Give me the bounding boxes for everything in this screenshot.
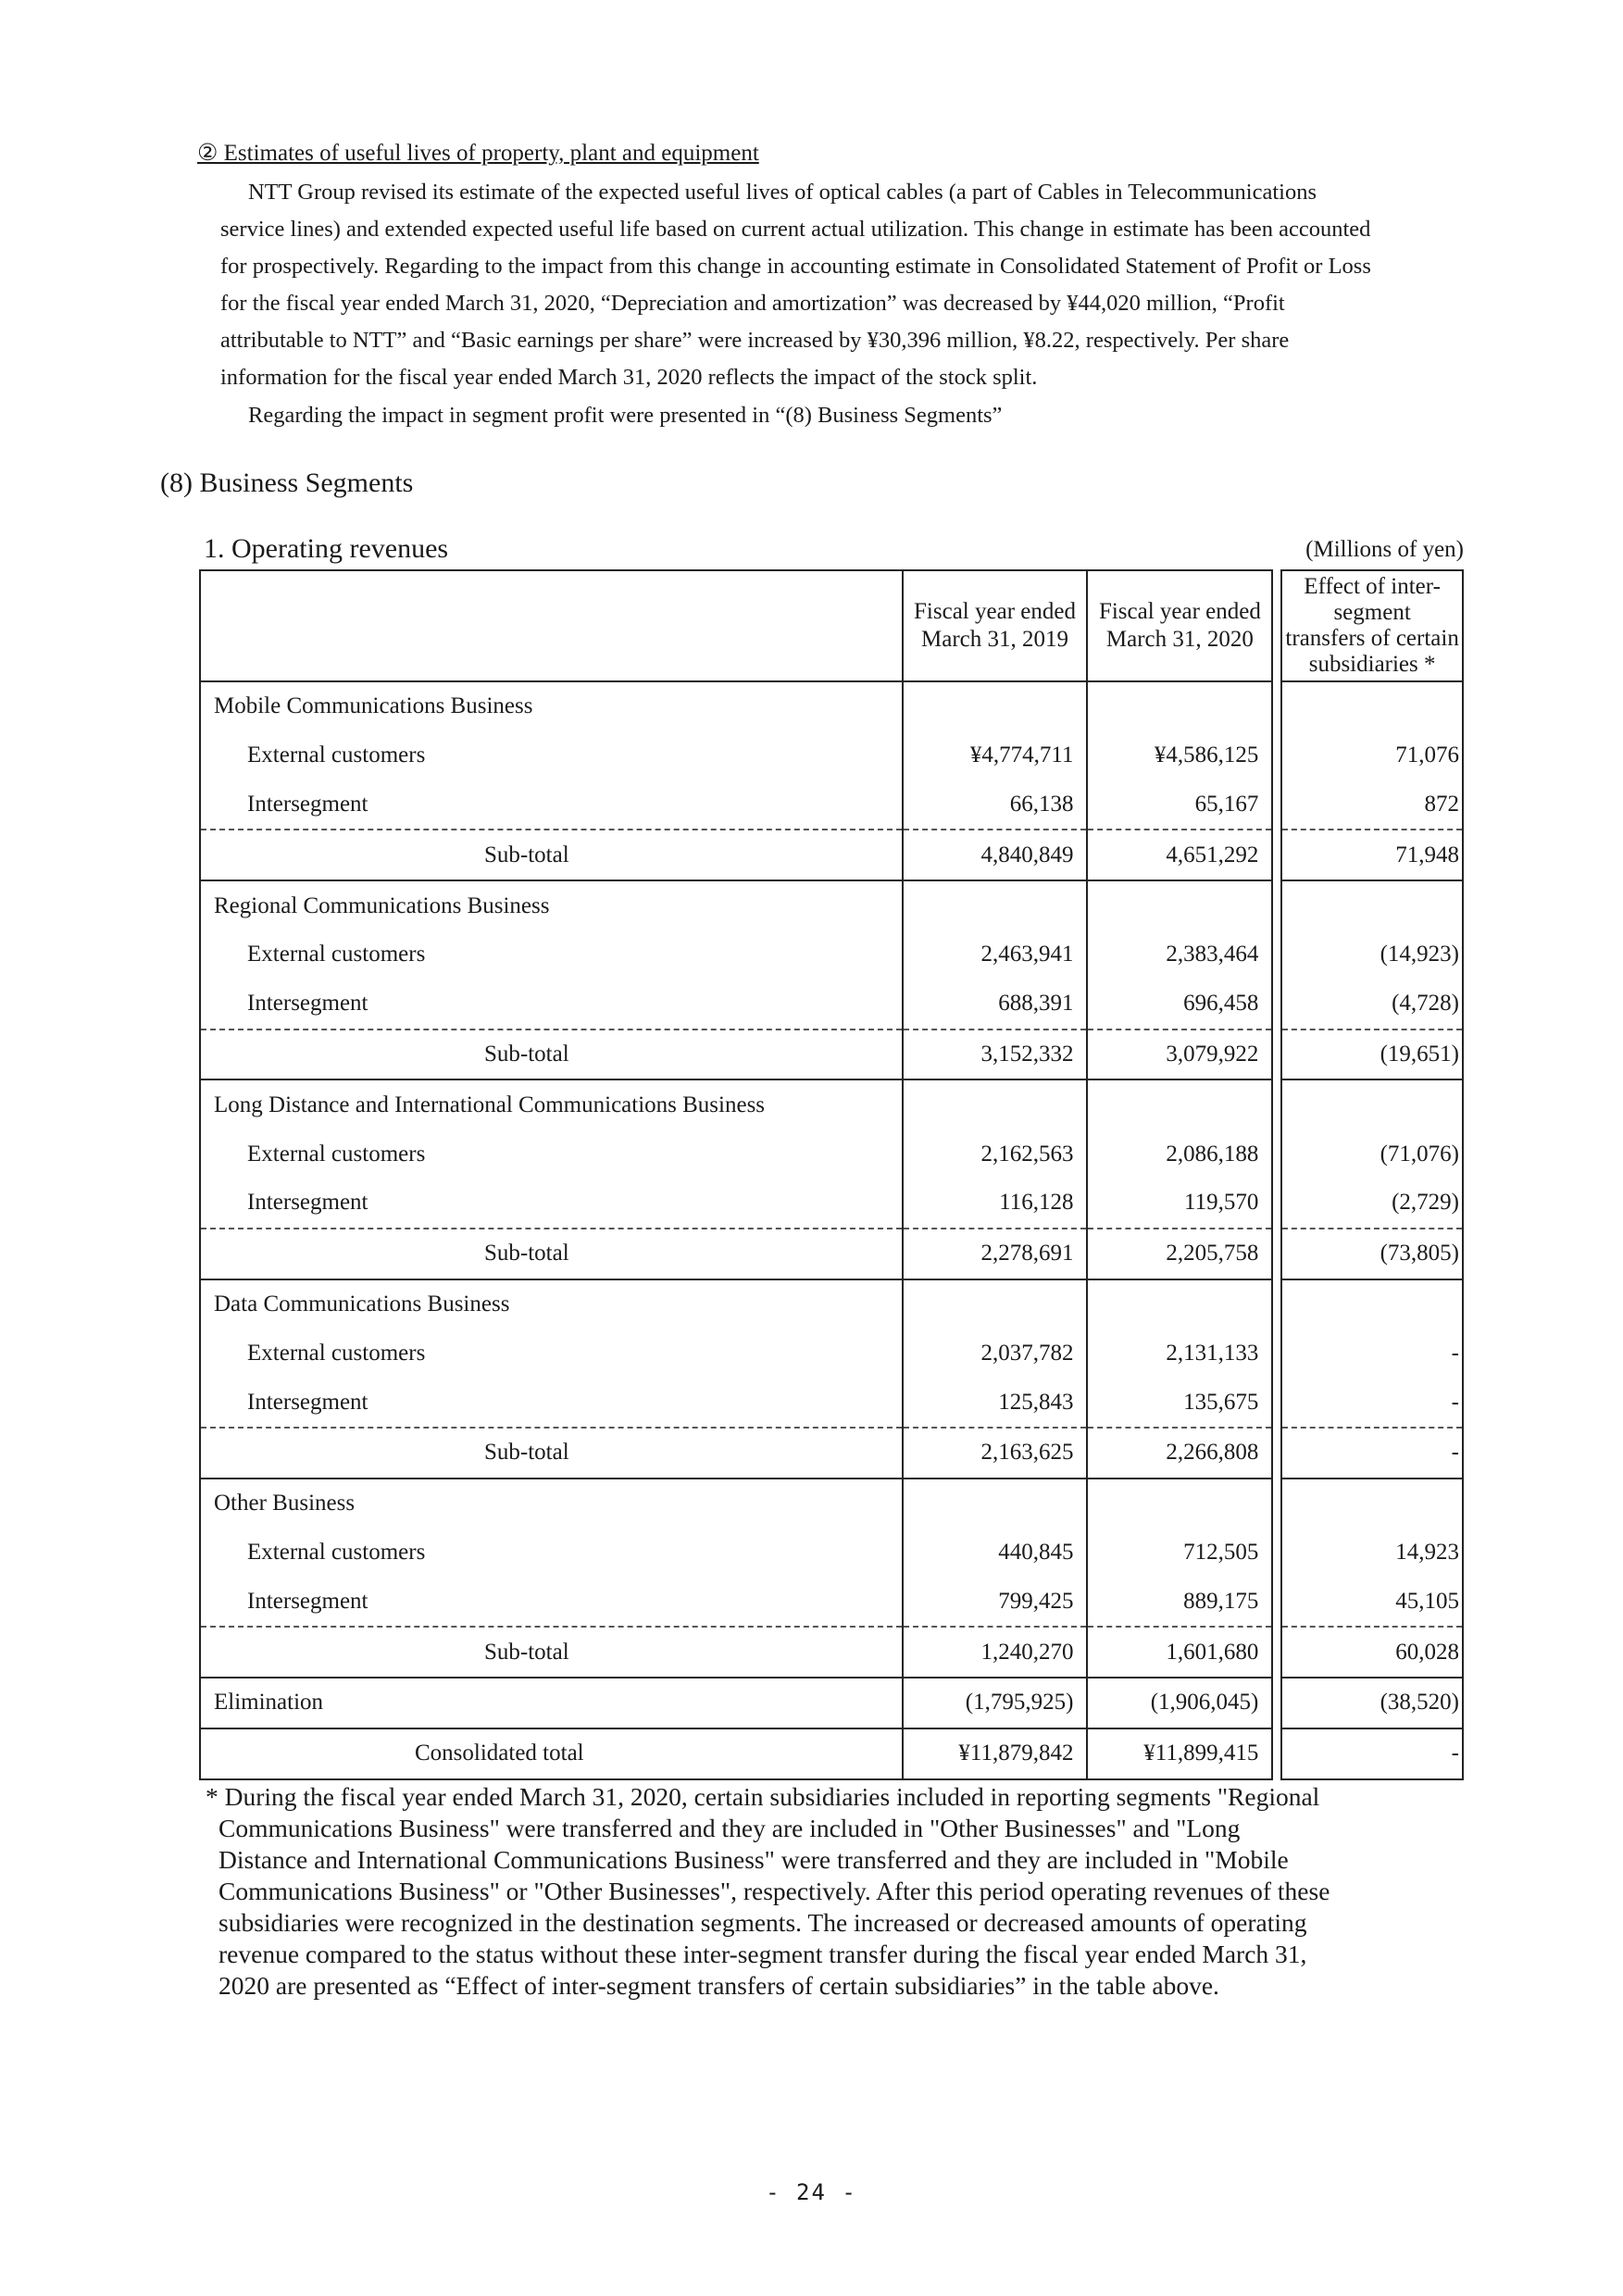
header-fy2019-line1: Fiscal year ended <box>914 599 1076 624</box>
value-fy2019: ¥11,879,842 <box>903 1728 1088 1779</box>
value-fy2020: 4,651,292 <box>1087 830 1272 880</box>
value-fy2019 <box>903 1479 1088 1529</box>
row-label: External customers <box>200 1529 903 1578</box>
value-effect <box>1281 681 1463 731</box>
value-fy2020: 3,079,922 <box>1087 1029 1272 1080</box>
header-fy2019-line2: March 31, 2019 <box>921 627 1068 652</box>
value-fy2020: 2,266,808 <box>1087 1428 1272 1479</box>
value-fy2019: 125,843 <box>903 1378 1088 1428</box>
value-fy2019: 2,278,691 <box>903 1229 1088 1279</box>
value-effect: (73,805) <box>1281 1229 1463 1279</box>
operating-revenues-table <box>199 569 1464 1780</box>
row-label: Long Distance and International Communications Business <box>200 1079 903 1129</box>
table-row <box>200 1179 1463 1229</box>
value-effect <box>1281 1079 1463 1129</box>
value-fy2020: 889,175 <box>1087 1577 1272 1627</box>
row-label: Data Communications Business <box>200 1279 903 1329</box>
consolidated-total-row <box>200 1728 1463 1779</box>
header-effect <box>1281 570 1463 681</box>
value-fy2020: 65,167 <box>1087 780 1272 830</box>
value-fy2020: (1,906,045) <box>1087 1678 1272 1728</box>
subtotal-row <box>200 830 1463 880</box>
value-fy2020: 135,675 <box>1087 1378 1272 1428</box>
column-gap <box>1272 930 1281 980</box>
value-fy2020: 712,505 <box>1087 1529 1272 1578</box>
segment-name-row <box>200 1079 1463 1129</box>
footnote-line: 2020 are presented as “Effect of inter-segment transfers of certain subsidiaries” in the table above. <box>218 1971 1219 2000</box>
row-label: Consolidated total <box>200 1728 903 1779</box>
column-gap <box>1272 980 1281 1029</box>
row-label: Sub-total <box>200 1627 903 1678</box>
table-row <box>200 980 1463 1029</box>
column-gap <box>1272 1229 1281 1279</box>
column-gap <box>1272 1577 1281 1627</box>
column-gap <box>1272 1529 1281 1578</box>
value-effect: 60,028 <box>1281 1627 1463 1678</box>
column-gap <box>1272 1627 1281 1678</box>
segment-name-row <box>200 1279 1463 1329</box>
value-fy2019 <box>903 1279 1088 1329</box>
column-gap <box>1272 780 1281 830</box>
value-fy2020 <box>1087 1079 1272 1129</box>
value-fy2019: 688,391 <box>903 980 1088 1029</box>
value-fy2020: 2,131,133 <box>1087 1329 1272 1378</box>
column-gap <box>1272 731 1281 780</box>
column-gap <box>1272 570 1281 681</box>
header-blank-cell <box>200 570 903 681</box>
footnote-line: Communications Business" or "Other Businesses", respectively. After this period operating revenues of these <box>218 1877 1330 1905</box>
column-gap <box>1272 1129 1281 1179</box>
column-gap <box>1272 1179 1281 1229</box>
value-fy2019: 799,425 <box>903 1577 1088 1627</box>
value-fy2019: 66,138 <box>903 780 1088 830</box>
value-effect: 71,948 <box>1281 830 1463 880</box>
subtotal-row <box>200 1627 1463 1678</box>
segment-name-row <box>200 681 1463 731</box>
value-fy2020: 2,383,464 <box>1087 930 1272 980</box>
footnote-line: * During the fiscal year ended March 31, 2020, certain subsidiaries included in reporting segments "Regional <box>206 1782 1320 1811</box>
row-label: Intersegment <box>200 780 903 830</box>
value-fy2019: 4,840,849 <box>903 830 1088 880</box>
footnote <box>206 1781 1483 2002</box>
useful-lives-paragraph <box>220 174 1479 434</box>
paragraph-line: service lines) and extended expected useful life based on current actual utilization. This change in estimate has been accounted <box>220 217 1371 242</box>
column-gap <box>1272 1428 1281 1479</box>
table-header-row <box>200 570 1463 681</box>
value-effect: - <box>1281 1378 1463 1428</box>
row-label: Regional Communications Business <box>200 880 903 930</box>
value-fy2019: 1,240,270 <box>903 1627 1088 1678</box>
row-label: Sub-total <box>200 1428 903 1479</box>
column-gap <box>1272 681 1281 731</box>
header-fy2020-line1: Fiscal year ended <box>1098 599 1261 624</box>
row-label: Other Business <box>200 1479 903 1529</box>
subtotal-row <box>200 1029 1463 1080</box>
subtotal-row <box>200 1428 1463 1479</box>
value-fy2019: 440,845 <box>903 1529 1088 1578</box>
value-fy2020: ¥11,899,415 <box>1087 1728 1272 1779</box>
column-gap <box>1272 880 1281 930</box>
page-number: - 24 - <box>766 2179 857 2205</box>
header-effect-line4: subsidiaries * <box>1308 652 1436 677</box>
subtotal-row <box>200 1229 1463 1279</box>
section-heading-useful-lives: ② Estimates of useful lives of property, plant and equipment <box>197 141 759 166</box>
value-effect: (4,728) <box>1281 980 1463 1029</box>
footnote-line: subsidiaries were recognized in the destination segments. The increased or decreased amounts of operating <box>218 1908 1307 1937</box>
value-effect: - <box>1281 1428 1463 1479</box>
value-fy2019 <box>903 880 1088 930</box>
value-fy2020 <box>1087 1479 1272 1529</box>
value-fy2020: 119,570 <box>1087 1179 1272 1229</box>
value-fy2019 <box>903 1079 1088 1129</box>
row-label: Sub-total <box>200 1029 903 1080</box>
row-label: Sub-total <box>200 830 903 880</box>
row-label: External customers <box>200 1129 903 1179</box>
table-row <box>200 1577 1463 1627</box>
value-effect: 14,923 <box>1281 1529 1463 1578</box>
row-label: Intersegment <box>200 1378 903 1428</box>
column-gap <box>1272 1479 1281 1529</box>
column-gap <box>1272 1079 1281 1129</box>
table-row <box>200 930 1463 980</box>
footnote-line: revenue compared to the status without these inter-segment transfer during the fiscal year ended March 31, <box>218 1940 1307 1968</box>
row-label: Intersegment <box>200 980 903 1029</box>
value-fy2020: 2,205,758 <box>1087 1229 1272 1279</box>
paragraph-line: for prospectively. Regarding to the impact from this change in accounting estimate in Consolidated Statement of Profit or Loss <box>220 254 1371 279</box>
paragraph-line: NTT Group revised its estimate of the expected useful lives of optical cables (a part of Cables in Telecommunications <box>248 180 1317 205</box>
units-label: (Millions of yen) <box>1305 537 1464 562</box>
value-effect: (2,729) <box>1281 1179 1463 1229</box>
column-gap <box>1272 1329 1281 1378</box>
footnote-line: Communications Business" were transferred and they are included in "Other Businesses" and "Long <box>218 1814 1241 1842</box>
paragraph-line: attributable to NTT” and “Basic earnings per share” were increased by ¥30,396 million, ¥8.22, respectively. Per share <box>220 328 1290 353</box>
header-effect-line3: transfers of certain <box>1285 626 1459 651</box>
value-fy2020: 696,458 <box>1087 980 1272 1029</box>
value-effect: - <box>1281 1728 1463 1779</box>
header-fy2019 <box>903 570 1088 681</box>
value-fy2019: ¥4,774,711 <box>903 731 1088 780</box>
value-effect: 45,105 <box>1281 1577 1463 1627</box>
section-title-business-segments: (8) Business Segments <box>160 468 414 498</box>
table-row <box>200 731 1463 780</box>
value-fy2020: 1,601,680 <box>1087 1627 1272 1678</box>
column-gap <box>1272 1728 1281 1779</box>
column-gap <box>1272 1678 1281 1728</box>
value-effect: 872 <box>1281 780 1463 830</box>
column-gap <box>1272 1029 1281 1080</box>
value-effect: - <box>1281 1329 1463 1378</box>
value-fy2019 <box>903 681 1088 731</box>
value-effect: (19,651) <box>1281 1029 1463 1080</box>
subsection-title-operating-revenues: 1. Operating revenues <box>204 533 449 564</box>
paragraph-line: information for the fiscal year ended March 31, 2020 reflects the impact of the stock split. <box>220 365 1038 390</box>
value-fy2020 <box>1087 880 1272 930</box>
value-effect: (14,923) <box>1281 930 1463 980</box>
value-fy2019: 2,463,941 <box>903 930 1088 980</box>
row-label: Mobile Communications Business <box>200 681 903 731</box>
row-label: Intersegment <box>200 1179 903 1229</box>
value-fy2020 <box>1087 1279 1272 1329</box>
header-effect-line2: segment <box>1333 600 1411 625</box>
table-row <box>200 1378 1463 1428</box>
header-fy2020 <box>1087 570 1272 681</box>
elimination-row <box>200 1678 1463 1728</box>
value-fy2019: 3,152,332 <box>903 1029 1088 1080</box>
value-fy2020: ¥4,586,125 <box>1087 731 1272 780</box>
value-effect <box>1281 1479 1463 1529</box>
value-fy2019: 2,162,563 <box>903 1129 1088 1179</box>
paragraph-line: for the fiscal year ended March 31, 2020, “Depreciation and amortization” was decreased by ¥44,020 million, “Profit <box>220 291 1285 316</box>
table-row <box>200 1529 1463 1578</box>
paragraph-line: Regarding the impact in segment profit were presented in “(8) Business Segments” <box>248 403 1003 428</box>
table-row <box>200 1329 1463 1378</box>
row-label: Intersegment <box>200 1577 903 1627</box>
row-label: Sub-total <box>200 1229 903 1279</box>
row-label: External customers <box>200 1329 903 1378</box>
value-fy2019: 2,037,782 <box>903 1329 1088 1378</box>
header-fy2020-line2: March 31, 2020 <box>1105 627 1254 652</box>
column-gap <box>1272 830 1281 880</box>
value-effect <box>1281 1279 1463 1329</box>
header-effect-line1: Effect of inter- <box>1304 574 1441 599</box>
table-row <box>200 780 1463 830</box>
value-effect <box>1281 880 1463 930</box>
column-gap <box>1272 1279 1281 1329</box>
segment-name-row <box>200 1479 1463 1529</box>
footnote-line: Distance and International Communications Business" were transferred and they are included in "Mobile <box>218 1845 1289 1874</box>
value-fy2019: (1,795,925) <box>903 1678 1088 1728</box>
value-effect: (38,520) <box>1281 1678 1463 1728</box>
value-fy2019: 2,163,625 <box>903 1428 1088 1479</box>
segment-name-row <box>200 880 1463 930</box>
value-fy2020: 2,086,188 <box>1087 1129 1272 1179</box>
value-fy2020 <box>1087 681 1272 731</box>
table-row <box>200 1129 1463 1179</box>
row-label: Elimination <box>200 1678 903 1728</box>
column-gap <box>1272 1378 1281 1428</box>
value-fy2019: 116,128 <box>903 1179 1088 1229</box>
row-label: External customers <box>200 930 903 980</box>
value-effect: (71,076) <box>1281 1129 1463 1179</box>
row-label: External customers <box>200 731 903 780</box>
value-effect: 71,076 <box>1281 731 1463 780</box>
